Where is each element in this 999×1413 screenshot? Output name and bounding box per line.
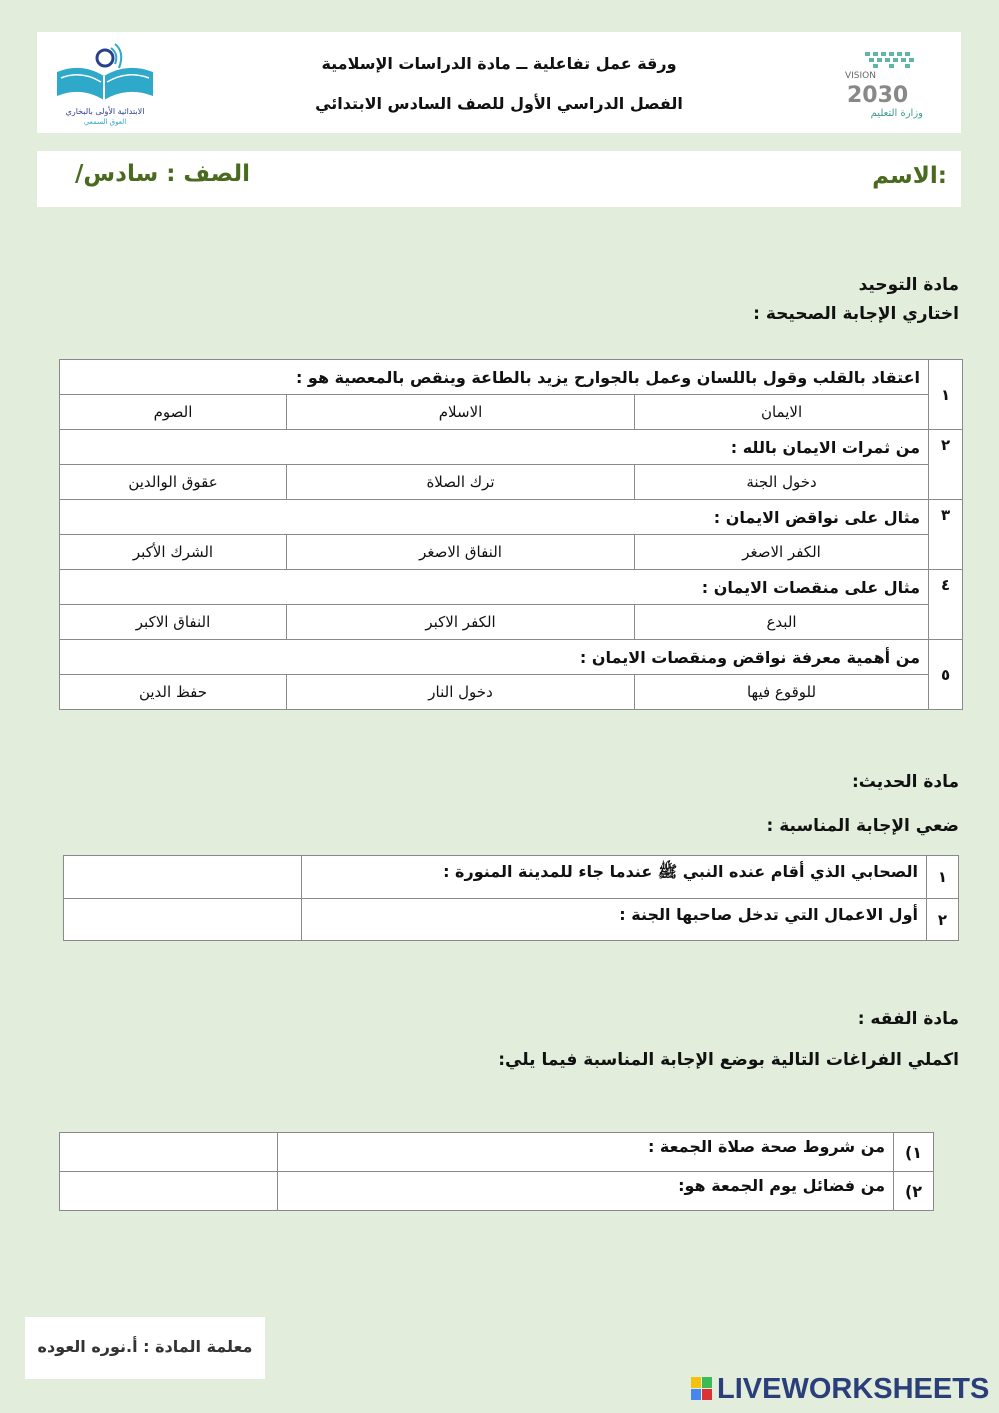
answer-option[interactable]: دخول النار: [287, 675, 635, 710]
answer-field[interactable]: [64, 856, 302, 899]
student-info-bar: [37, 151, 961, 207]
question-text: الصحابي الذي أقام عنده النبي ﷺ عندما جاء للمدينة المنورة :: [302, 856, 927, 899]
liveworksheets-brand: [691, 1372, 989, 1406]
answer-option[interactable]: عقوق الوالدين: [60, 465, 287, 500]
fiqh-table: [59, 1132, 934, 1211]
tawheed-heading: مادة التوحيد: [858, 275, 959, 295]
answer-option[interactable]: الصوم: [60, 395, 287, 430]
liveworksheets-icon: [691, 1377, 713, 1401]
question-row: [60, 1172, 934, 1211]
name-label: الاسم:: [872, 163, 947, 189]
answer-option[interactable]: ترك الصلاة: [287, 465, 635, 500]
worksheet-header: [37, 32, 961, 133]
fiqh-heading: مادة الفقه :: [857, 1009, 959, 1029]
vision-year: 2030: [847, 83, 909, 108]
question-row: [60, 570, 963, 605]
teacher-name: معلمة المادة : أ.نوره العوده: [37, 1337, 253, 1356]
answer-option[interactable]: النفاق الاصغر: [287, 535, 635, 570]
question-number: ٢: [927, 899, 959, 941]
question-text: مثال على منقصات الايمان :: [60, 570, 929, 605]
answer-option[interactable]: الكفر الاكبر: [287, 605, 635, 640]
answer-field[interactable]: [60, 1172, 278, 1211]
answer-option[interactable]: البدع: [635, 605, 929, 640]
worksheet-title: ورقة عمل تفاعلية ــ مادة الدراسات الإسلامية: [321, 54, 677, 73]
question-text: من أهمية معرفة نواقض ومنقصات الايمان :: [60, 640, 929, 675]
ministry-name: وزارة التعليم: [870, 108, 923, 119]
question-text: من ثمرات الايمان بالله :: [60, 430, 929, 465]
answer-field[interactable]: [60, 1133, 278, 1172]
question-text: أول الاعمال التي تدخل صاحبها الجنة :: [302, 899, 927, 941]
answer-option[interactable]: حفظ الدين: [60, 675, 287, 710]
options-row: [60, 465, 963, 500]
question-number: ٤: [929, 570, 963, 640]
question-row: [60, 640, 963, 675]
answer-option[interactable]: الشرك الأكبر: [60, 535, 287, 570]
question-text: مثال على نواقض الايمان :: [60, 500, 929, 535]
tawheed-table: [59, 359, 963, 710]
options-row: [60, 535, 963, 570]
question-number: ١): [894, 1133, 934, 1172]
liveworksheets-text: LIVEWORKSHEETS: [717, 1372, 990, 1405]
answer-option[interactable]: الايمان: [635, 395, 929, 430]
question-text: من فضائل يوم الجمعة هو:: [278, 1172, 894, 1211]
answer-option[interactable]: دخول الجنة: [635, 465, 929, 500]
question-text: من شروط صحة صلاة الجمعة :: [278, 1133, 894, 1172]
vision-text: VISION: [845, 71, 876, 81]
question-number: ١: [929, 360, 963, 430]
question-row: [64, 856, 959, 899]
hadith-instruction: ضعي الإجابة المناسبة :: [766, 816, 959, 836]
hadith-table: [63, 855, 959, 941]
answer-option[interactable]: النفاق الاكبر: [60, 605, 287, 640]
question-number: ١: [927, 856, 959, 899]
school-logo-text-1: الابتدائية الأولى بالبخاري: [65, 107, 145, 116]
question-row: [64, 899, 959, 941]
answer-option[interactable]: للوقوع فيها: [635, 675, 929, 710]
teacher-credit: [25, 1317, 265, 1379]
school-logo-text-2: العوق السمعي: [83, 118, 127, 126]
tawheed-instruction: اختاري الإجابة الصحيحة :: [753, 304, 959, 324]
options-row: [60, 675, 963, 710]
hadith-heading: مادة الحديث:: [851, 772, 959, 792]
question-number: ٣: [929, 500, 963, 570]
worksheet-subtitle: الفصل الدراسي الأول للصف السادس الابتدائي: [315, 94, 683, 113]
class-label: الصف : سادس/: [75, 161, 250, 187]
question-row: [60, 430, 963, 465]
question-text: اعتقاد بالقلب وقول باللسان وعمل بالجوارح يزيد بالطاعة وينقص بالمعصية هو :: [60, 360, 929, 395]
question-row: [60, 360, 963, 395]
question-number: ٢: [929, 430, 963, 500]
question-row: [60, 500, 963, 535]
answer-option[interactable]: الكفر الاصغر: [635, 535, 929, 570]
question-number: ٢): [894, 1172, 934, 1211]
ministry-logo: [843, 50, 929, 120]
question-number: ٥: [929, 640, 963, 710]
answer-option[interactable]: الاسلام: [287, 395, 635, 430]
answer-field[interactable]: [64, 899, 302, 941]
question-row: [60, 1133, 934, 1172]
options-row: [60, 605, 963, 640]
options-row: [60, 395, 963, 430]
fiqh-instruction: اكملي الفراغات التالية بوضع الإجابة المناسبة فيما يلي:: [498, 1050, 959, 1070]
